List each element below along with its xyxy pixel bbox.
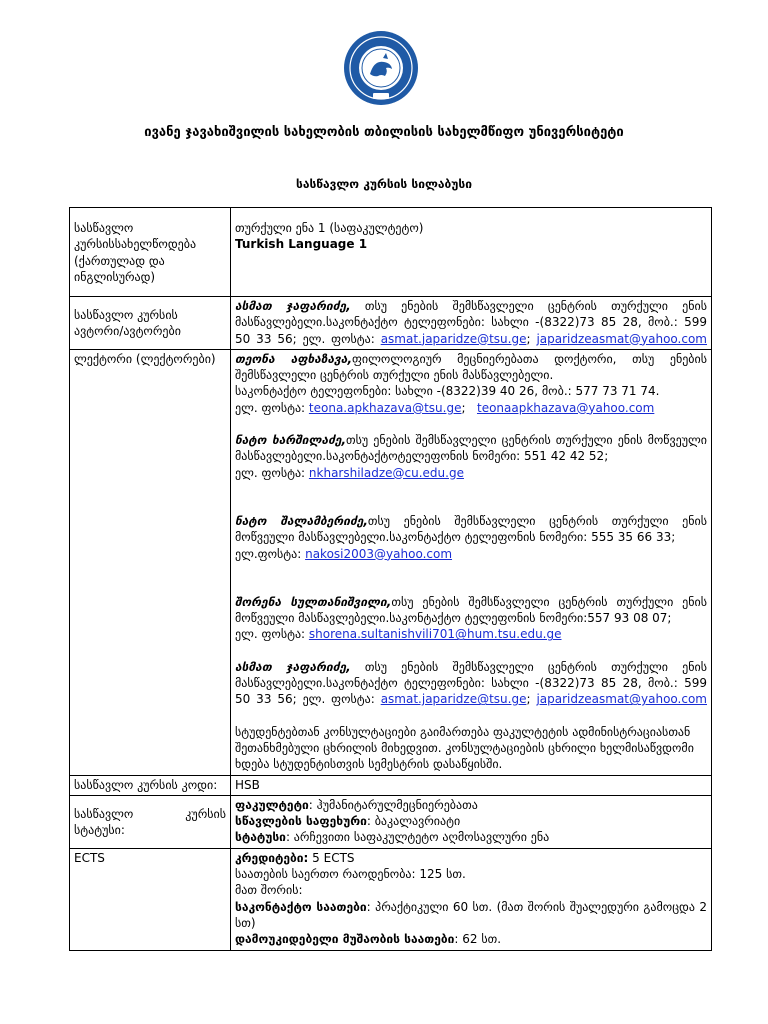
of-which: მათ შორის: [235,883,303,898]
lecturer-1-email-1[interactable]: teona.apkhazava@tsu.ge [308,400,462,415]
status-label: სტატუსი [235,830,286,845]
course-name-en: Turkish Language 1 [235,237,368,252]
lecturer-2-email-label: ელ. ფოსტა: [235,465,309,480]
lecturer-4-email[interactable]: shorena.sultanishvili701@hum.tsu.edu.ge [308,627,562,642]
lecturer-5-text: თსუ ენების შემსწავლელი ცენტრის თურქული ენის მასწავლებელი.საკონტაქტო ტელეფონები: სახლი -(8322)73 85 28, მობ.: 599 50 33 56; ელ. ფოსტა: [235,659,707,707]
lecturer-5 [235,659,707,708]
lecturer-2-name: ნატო ხარშილაძე, [235,433,347,448]
contact-label: საკონტაქტო საათები [235,899,367,914]
value-code: HSB [231,775,712,795]
value-course-name [231,208,712,297]
label-ects: ECTS [70,848,231,950]
level-line [235,813,707,829]
lecturer-1-email-label: ელ. ფოსტა: [235,400,309,415]
row-author [70,297,712,350]
syllabus-table [69,207,712,951]
row-ects [70,848,712,950]
row-lecturers [70,349,712,775]
lecturer-3-name: ნატო შალამბერიძე, [235,513,368,528]
lecturer-4-text: თსუ ენების შემსწავლელი ცენტრის თურქული ენის მოწვეული მასწავლებელი.საკონტაქტო ტელეფონის ნომერი:557 93 08 07; [235,594,708,626]
lecturer-3-email-line [235,546,707,562]
spacer [235,562,707,578]
faculty-value: : ჰუმანიტარულმეცნიერებათა [308,797,478,812]
status-line [235,829,707,845]
lecturer-3-email-label: ელ.ფოსტა: [235,546,306,561]
lecturer-5-email-1[interactable]: asmat.japaridze@tsu.ge [380,692,527,707]
label-status: სასწავლო კურსის სტატუსი: [70,795,231,848]
author-email-2[interactable]: japaridzeasmat@yahoo.com [536,331,707,346]
lecturer-1-sep: ; [461,400,477,415]
row-course-name [70,208,712,297]
status-value: : არჩევითი საფაკულტეტო აღმოსავლური ენა [285,830,550,845]
spacer [235,481,707,497]
lecturer-1-email-2[interactable]: teonaapkhazava@yahoo.com [476,400,655,415]
label-course-name: სასწავლო კურსისსახელწოდება (ქართულად და ინგლისურად) [70,208,231,297]
lecturer-1-emails [235,400,707,416]
total-hours: საათების საერთო რაოდენობა: 125 სთ. [235,867,466,882]
lecturer-5-sep: ; [526,692,531,707]
independent-hours-line [235,931,707,947]
independent-label: დამოუკიდებელი მუშაობის საათები [235,932,455,947]
label-lecturers: ლექტორი (ლექტორები) [70,349,231,775]
university-seal-logo [343,30,419,106]
consultations-note: სტუდენტებთან კონსულტაციები გაიმართება ფაკულტეტის ადმინისტრაციასთან შეთანხმებული ცხრილის მიხედვით. კონსულტაციების ცხრილი ხელმისაწვდომი ხდება სტუდენტისთვის სემესტრის დასაწყისში. [235,724,694,772]
credits-label: კრედიტები: [235,850,309,865]
course-name-ka: თურქული ენა 1 (საფაკულტეტო) [235,221,424,235]
lecturer-3-text: თსუ ენების შემსწავლელი ცენტრის თურქული ენის მოწვეული მასწავლებელი.საკონტაქტო ტელეფონის ნომერი: 555 35 66 33; [235,513,707,545]
spacer [235,578,707,594]
level-value: : ბაკალავრიატი [366,814,461,829]
lecturer-5-name: ასმათ ჯაფარიძე, [235,659,351,674]
lecturer-2-text: თსუ ენების შემსწავლელი ცენტრის თურქული ენის მოწვეული მასწავლებელი.საკონტაქტოტელეფონის ნომერი: 551 42 42 52; [235,433,708,464]
contact-value: : პრაქტიკული 60 სთ. (მათ შორის შუალედური გამოცდა 2 სთ) [235,899,707,930]
author-name: ასმათ ჯაფარიძე, [235,299,351,313]
lecturer-1-phones: საკონტაქტო ტელეფონები: სახლი -(8322)39 40 26, მობ.: 577 73 71 74. [235,384,660,399]
lecturer-3 [235,513,707,546]
faculty-label: ფაკულტეტი [235,797,309,812]
spacer [235,497,707,513]
value-ects [231,848,712,950]
row-code [70,775,712,795]
label-code: სასწავლო კურსის კოდი: [70,775,231,795]
credits-value: 5 ECTS [308,850,355,865]
lecturer-1 [235,351,707,384]
spacer [235,643,707,659]
credits-line [235,850,707,866]
contact-hours-line [235,899,707,932]
independent-value: : 62 სთ. [454,932,502,947]
value-lecturers [231,349,712,775]
lecturer-4-email-line [235,626,707,642]
faculty-line [235,797,707,813]
lecturer-2-email-line [235,465,707,481]
author-text: თსუ ენების შემსწავლელი ცენტრის თურქული ენის მასწავლებელი.საკონტაქტო ტელეფონები: სახლი -(8322)73 85 28, მობ.: 599 50 33 56; ელ. ფოსტა: [235,299,707,346]
lecturer-4-email-label: ელ. ფოსტა: [235,627,309,642]
label-author: სასწავლო კურსის ავტორი/ავტორები [70,297,231,350]
lecturer-3-email[interactable]: nakosi2003@yahoo.com [305,546,453,561]
lecturer-5-email-2[interactable]: japaridzeasmat@yahoo.com [536,692,707,707]
university-title: ივანე ჯავახიშვილის სახელობის თბილისის სახელმწიფო უნივერსიტეტი [144,125,624,140]
document-title: სასწავლო კურსის სილაბუსი [296,177,472,191]
lecturer-4 [235,594,707,627]
author-sep: ; [526,331,531,346]
lecturer-2-email[interactable]: nkharshiladze@cu.edu.ge [308,465,464,480]
lecturer-2 [235,432,707,465]
spacer [235,708,707,724]
value-author [231,297,712,350]
row-status [70,795,712,848]
level-label: სწავლების საფეხური [235,814,367,829]
value-status [231,795,712,848]
lecturer-4-name: შორენა სულთანიშვილი, [235,594,392,609]
lecturer-1-name: თეონა აფხაზავა, [235,351,353,366]
lecturer-1-line1: ფილოლოგიურ მეცნიერებათა დოქტორი, თსუ ენების შემსწავლელი ცენტრის თურქული ენის მასწავლებელი. [235,351,707,383]
author-email-1[interactable]: asmat.japaridze@tsu.ge [380,331,527,346]
spacer [235,416,707,432]
